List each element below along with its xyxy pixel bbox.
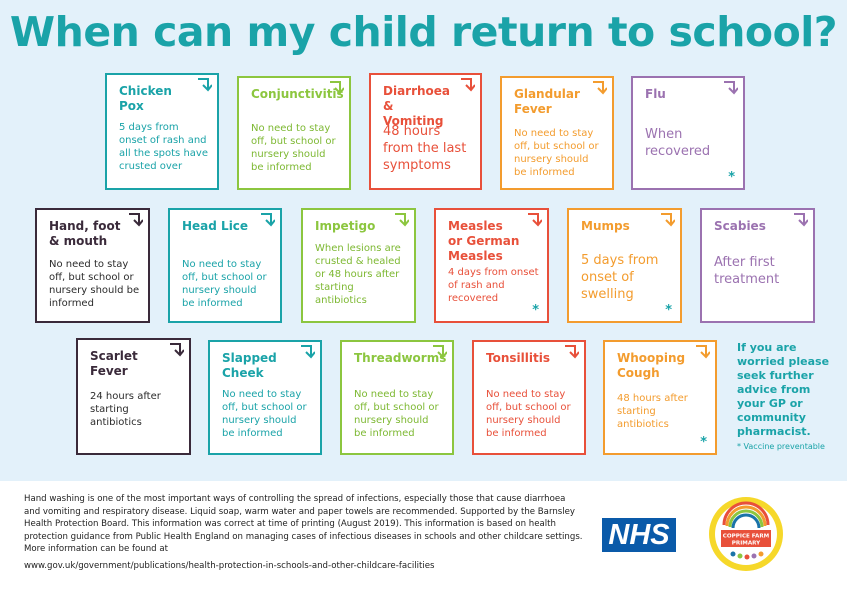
condition-name: Conjunctivitis — [251, 87, 344, 101]
condition-card — [168, 208, 282, 323]
condition-card — [472, 340, 586, 455]
condition-guidance: 24 hours after starting antibiotics — [90, 391, 161, 428]
condition-name: Tonsillitis — [486, 351, 550, 365]
footer-link[interactable]: www.gov.uk/government/publications/health-protection-in-schools-and-other-childcare-facilities — [24, 561, 435, 571]
corner-arrow-icon — [794, 213, 808, 227]
corner-arrow-icon — [661, 213, 675, 227]
corner-arrow-icon — [301, 345, 315, 359]
corner-arrow-icon — [433, 345, 447, 359]
condition-card — [500, 76, 614, 190]
condition-guidance: No need to stay off, but school or nursery should be informed — [222, 389, 307, 439]
corner-arrow-icon — [170, 343, 184, 357]
condition-guidance: 5 days from onset of rash and all the spots have crusted over — [119, 122, 208, 172]
corner-arrow-icon — [395, 213, 409, 227]
condition-guidance: 48 hours after starting antibiotics — [617, 393, 688, 430]
vaccine-star-icon: * — [532, 303, 539, 318]
condition-name: Scarlet Fever — [90, 349, 138, 378]
condition-card — [700, 208, 815, 323]
condition-card — [369, 73, 482, 190]
condition-card — [301, 208, 416, 323]
condition-card — [434, 208, 549, 323]
corner-arrow-icon — [129, 213, 143, 227]
condition-name: Glandular Fever — [514, 87, 580, 116]
condition-guidance: No need to stay off, but school or nursery should be informed — [514, 128, 599, 178]
condition-name: Threadworms — [354, 351, 447, 365]
condition-guidance: No need to stay off, but school or nursery should be informed — [49, 259, 140, 309]
condition-name: Mumps — [581, 219, 630, 233]
page-title: When can my child return to school? — [9, 8, 838, 56]
condition-name: Head Lice — [182, 219, 249, 233]
school-logo — [707, 495, 785, 573]
condition-card — [340, 340, 454, 455]
condition-name: Scabies — [714, 219, 766, 233]
school-logo-line1: COPPICE FARM — [722, 533, 770, 540]
condition-name: Impetigo — [315, 219, 376, 233]
condition-card — [237, 76, 351, 190]
condition-card — [35, 208, 150, 323]
corner-arrow-icon — [330, 81, 344, 95]
footer-text: Hand washing is one of the most important ways of controlling the spread of infections, especially those that cause diarrhoea and vomiting and respiratory disease. Liquid soap, warm water and paper towels are recommended. Supported by the Barnsley Health Protection Board. This information was correct at time of printing (August 2019). This information is based on health protection guidance from Public Health England on managing cases of infectious diseases in schools and other childcare settings. More information can be found at — [24, 494, 583, 555]
condition-guidance: When lesions are crusted & healed or 48 hours after starting antibiotics — [315, 243, 401, 306]
nhs-logo: NHS — [602, 518, 676, 552]
condition-card — [105, 73, 219, 190]
condition-guidance: 4 days from onset of rash and recovered — [448, 267, 539, 304]
vaccine-star-icon: * — [700, 435, 707, 450]
vaccine-note: * Vaccine preventable — [737, 442, 825, 451]
corner-arrow-icon — [198, 78, 212, 92]
corner-arrow-icon — [593, 81, 607, 95]
school-logo-line2: PRIMARY — [731, 540, 761, 547]
corner-arrow-icon — [696, 345, 710, 359]
condition-guidance: After first treatment — [714, 255, 780, 287]
condition-name: Flu — [645, 87, 666, 101]
condition-card — [208, 340, 322, 455]
condition-name: Chicken Pox — [119, 84, 172, 113]
corner-arrow-icon — [565, 345, 579, 359]
vaccine-star-icon: * — [728, 170, 735, 185]
condition-name: Hand, foot & mouth — [49, 219, 121, 248]
condition-guidance: No need to stay off, but school or nursery should be informed — [354, 389, 439, 439]
condition-guidance: When recovered — [645, 127, 711, 159]
condition-guidance: No need to stay off, but school or nursery should be informed — [251, 123, 336, 173]
condition-name: Measles or German Measles — [448, 219, 520, 263]
condition-card — [567, 208, 682, 323]
condition-guidance: 5 days from onset of swelling — [581, 253, 659, 302]
condition-guidance: No need to stay off, but school or nursery should be informed — [486, 389, 571, 439]
condition-name: Whooping Cough — [617, 351, 686, 380]
condition-guidance: No need to stay off, but school or nursery should be informed — [182, 259, 267, 309]
condition-name: Slapped Cheek — [222, 351, 277, 380]
vaccine-star-icon: * — [665, 303, 672, 318]
corner-arrow-icon — [528, 213, 542, 227]
condition-card — [631, 76, 745, 190]
condition-card — [603, 340, 717, 455]
corner-arrow-icon — [261, 213, 275, 227]
corner-arrow-icon — [724, 81, 738, 95]
corner-arrow-icon — [461, 78, 475, 92]
condition-name: Diarrhoea & Vomiting — [383, 84, 451, 128]
condition-card — [76, 338, 191, 455]
condition-guidance: 48 hours from the last symptoms — [383, 124, 467, 173]
advice-text: If you are worried please seek further advice from your GP or community pharmacist. — [737, 341, 830, 438]
